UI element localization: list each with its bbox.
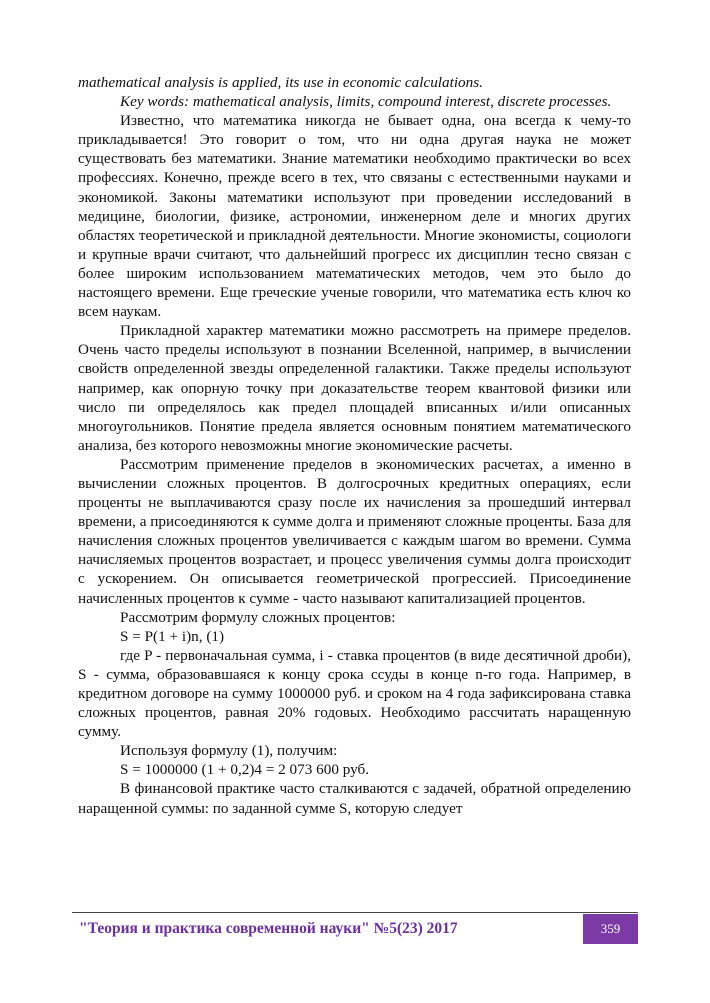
footer-divider: [72, 912, 638, 913]
body-text: [78, 73, 631, 818]
journal-title: "Теория и практика современной науки" №5(23) 2017: [79, 920, 458, 937]
paragraph: Рассмотрим формулу сложных процентов:: [120, 608, 396, 626]
abstract-tail: mathematical analysis is applied, its use in economic calculations.: [78, 74, 483, 91]
keywords: Key words: mathematical analysis, limits, compound interest, discrete processes.: [120, 93, 612, 111]
paragraph: Рассмотрим применение пределов в экономических расчетах, а именно в вычислении сложных процентов. В долгосрочных кредитных операциях, если проценты не выплачиваются сразу после их начисления за прошедший интервал времени, а присоединяются к сумме долга и применяют сложные проценты. База для начисления сложных процентов увеличивается с каждым шагом во времени. Сумма начисляемых процентов возрастает, и процесс увеличения суммы долга происходит с ускорением. Он описывается геометрической прогрессией. Присоединение начисленных процентов к сумме - часто называют капитализацией процентов.: [78, 455, 631, 607]
formula: S = P(1 + i)n, (1): [120, 627, 225, 645]
paragraph: Прикладной характер математики можно рассмотреть на примере пределов. Очень часто пределы используют в познании Вселенной, например, в вычислении свойств определенной звезды определенной галактики. Также пределы используют например, как опорную точку при доказательстве теорем квантовой физики или число пи определялось как предел площадей вписанных и/или описанных многоугольников. Понятие предела является основным понятием математического анализа, без которого невозможны многие экономические расчеты.: [78, 322, 631, 454]
paragraph: В финансовой практике часто сталкиваются с задачей, обратной определению наращенной суммы: по заданной сумме S, которую следует: [78, 780, 631, 817]
paragraph: Используя формулу (1), получим:: [120, 742, 338, 760]
paragraph: где P - первоначальная сумма, i - ставка процентов (в виде десятичной дроби), S - сумма, образовавшаяся к концу срока ссуды в конце n-го года. Например, в кредитном договоре на сумму 1000000 руб. и сроком на 4 года зафиксирована ставка сложных процентов, равная 20% годовых. Необходимо рассчитать наращенную сумму.: [78, 646, 631, 741]
formula: S = 1000000 (1 + 0,2)4 = 2 073 600 руб.: [120, 761, 370, 779]
page-number: 359: [583, 914, 638, 944]
paragraph: Известно, что математика никогда не бывает одна, она всегда к чему-то прикладывается! Это говорит о том, что ни одна другая наука не может существовать без математики. Знание математики необходимо практически во всех профессиях. Конечно, прежде всего в тех, что связаны с естественными науками и экономикой. Законы математики используют при проведении исследований в медицине, биологии, физике, астрономии, инженерном деле и многих других областях теоретической и прикладной деятельности. Многие экономисты, социологи и крупные врачи считают, что дальнейший прогресс их дисциплин тесно связан с более широким использованием математических методов, чем это было до настоящего времени. Еще греческие ученые говорили, что математика есть ключ ко всем наукам.: [78, 112, 631, 321]
